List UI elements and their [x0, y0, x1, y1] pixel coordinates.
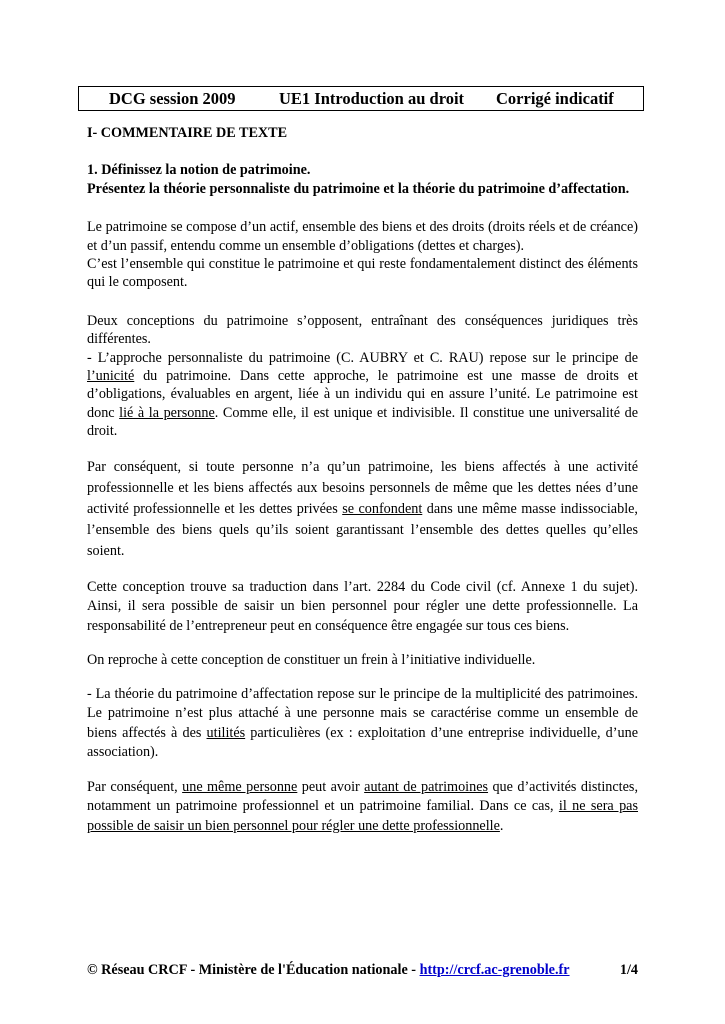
paragraph-7: On reproche à cette conception de constituer un frein à l’initiative individuelle. [87, 652, 536, 669]
text-span: . [499, 817, 504, 834]
paragraph-3: Deux conceptions du patrimoine s’opposent, entraînant des conséquences juridiques très différentes. [87, 312, 638, 348]
question-line-1: 1. Définissez la notion de patrimoine. [87, 162, 311, 179]
paragraph-8 [87, 685, 638, 763]
underlined-text: il ne sera pas possible de saisir un bien personnel pour régler une dette professionnelle [87, 798, 639, 834]
header-session: DCG session 2009 [109, 88, 236, 108]
text-span: Par conséquent, [87, 778, 183, 795]
text-span: du patrimoine. Dans cette approche, le patrimoine est une masse de droits et d’obligations, évaluables en argent, liée à un individu qui en assure l’unité. Le patrimoine est donc [87, 368, 638, 421]
text-span: peut avoir [297, 778, 365, 795]
header-subject: UE1 Introduction au droit [279, 88, 465, 108]
text-span: - La théorie du patrimoine d’affectation repose sur le principe de la multiplicité des patrimoines. Le patrimoine n’est plus attaché à une personne mais se caractérise comme un ensemble de biens affectés à des [87, 685, 638, 741]
text-span: . Comme elle, il est unique et indivisible. Il constitue une universalité de droit. [87, 404, 638, 440]
underlined-text: lié à la personne [119, 404, 215, 421]
underlined-text: se confondent [342, 500, 423, 517]
text-span: dans une même masse indissociable, l’ensemble des biens quels qu’ils soient garantissant l’ensemble des dettes quelles qu’elles soient. [87, 500, 638, 559]
question-line-2: Présentez la théorie personnaliste du patrimoine et la théorie du patrimoine d’affectation. [87, 180, 630, 197]
document-body [87, 124, 638, 836]
underlined-text: utilités [206, 724, 246, 741]
underlined-text: l’unicité [87, 368, 135, 385]
text-span: particulières (ex : exploitation d’une entreprise individuelle, d’une association). [87, 724, 638, 761]
footer-link[interactable]: http://crcf.ac-grenoble.fr [419, 962, 570, 978]
section-title: I- COMMENTAIRE DE TEXTE [87, 125, 288, 141]
paragraph-4 [87, 349, 638, 441]
text-span: Par conséquent, si toute personne n’a qu’un patrimoine, les biens affectés à une activité professionnelle et les biens affectés aux besoins personnels de même que les dettes nées d’une activité professionnelle et les dettes privées [87, 458, 638, 517]
page-footer [87, 962, 638, 979]
text-span: - L’approche personnaliste du patrimoine (C. AUBRY et C. RAU) repose sur le principe de [87, 349, 638, 366]
paragraph-5 [87, 457, 638, 562]
underlined-text: une même personne [182, 778, 298, 795]
copyright-text: © Réseau CRCF - Ministère de l'Éducation nationale - [87, 962, 420, 978]
paragraph-6: Cette conception trouve sa traduction dans l’art. 2284 du Code civil (cf. Annexe 1 du sujet). Ainsi, il sera possible de saisir un bien personnel pour régler une dette professionnelle. La responsabilité de l’entrepreneur peut en conséquence être engagée sur tous ces biens. [87, 578, 638, 634]
paragraph-1: Le patrimoine se compose d’un actif, ensemble des biens et des droits (droits réels et de créance) et d’un passif, entendu comme un ensemble d’obligations (dettes et charges). [87, 219, 638, 254]
footer-copyright [87, 962, 570, 979]
document-header [78, 86, 644, 111]
paragraph-9 [87, 778, 638, 837]
paragraph-2: C’est l’ensemble qui constitue le patrimoine et qui reste fondamentalement distinct des éléments qui le composent. [87, 256, 638, 291]
page-number: 1/4 [619, 962, 638, 978]
underlined-text: autant de patrimoines [364, 778, 489, 795]
header-type: Corrigé indicatif [496, 88, 614, 108]
text-span: que d’activités distinctes, notamment un patrimoine professionnel et un patrimoine familial. Dans ce cas, [87, 778, 638, 815]
